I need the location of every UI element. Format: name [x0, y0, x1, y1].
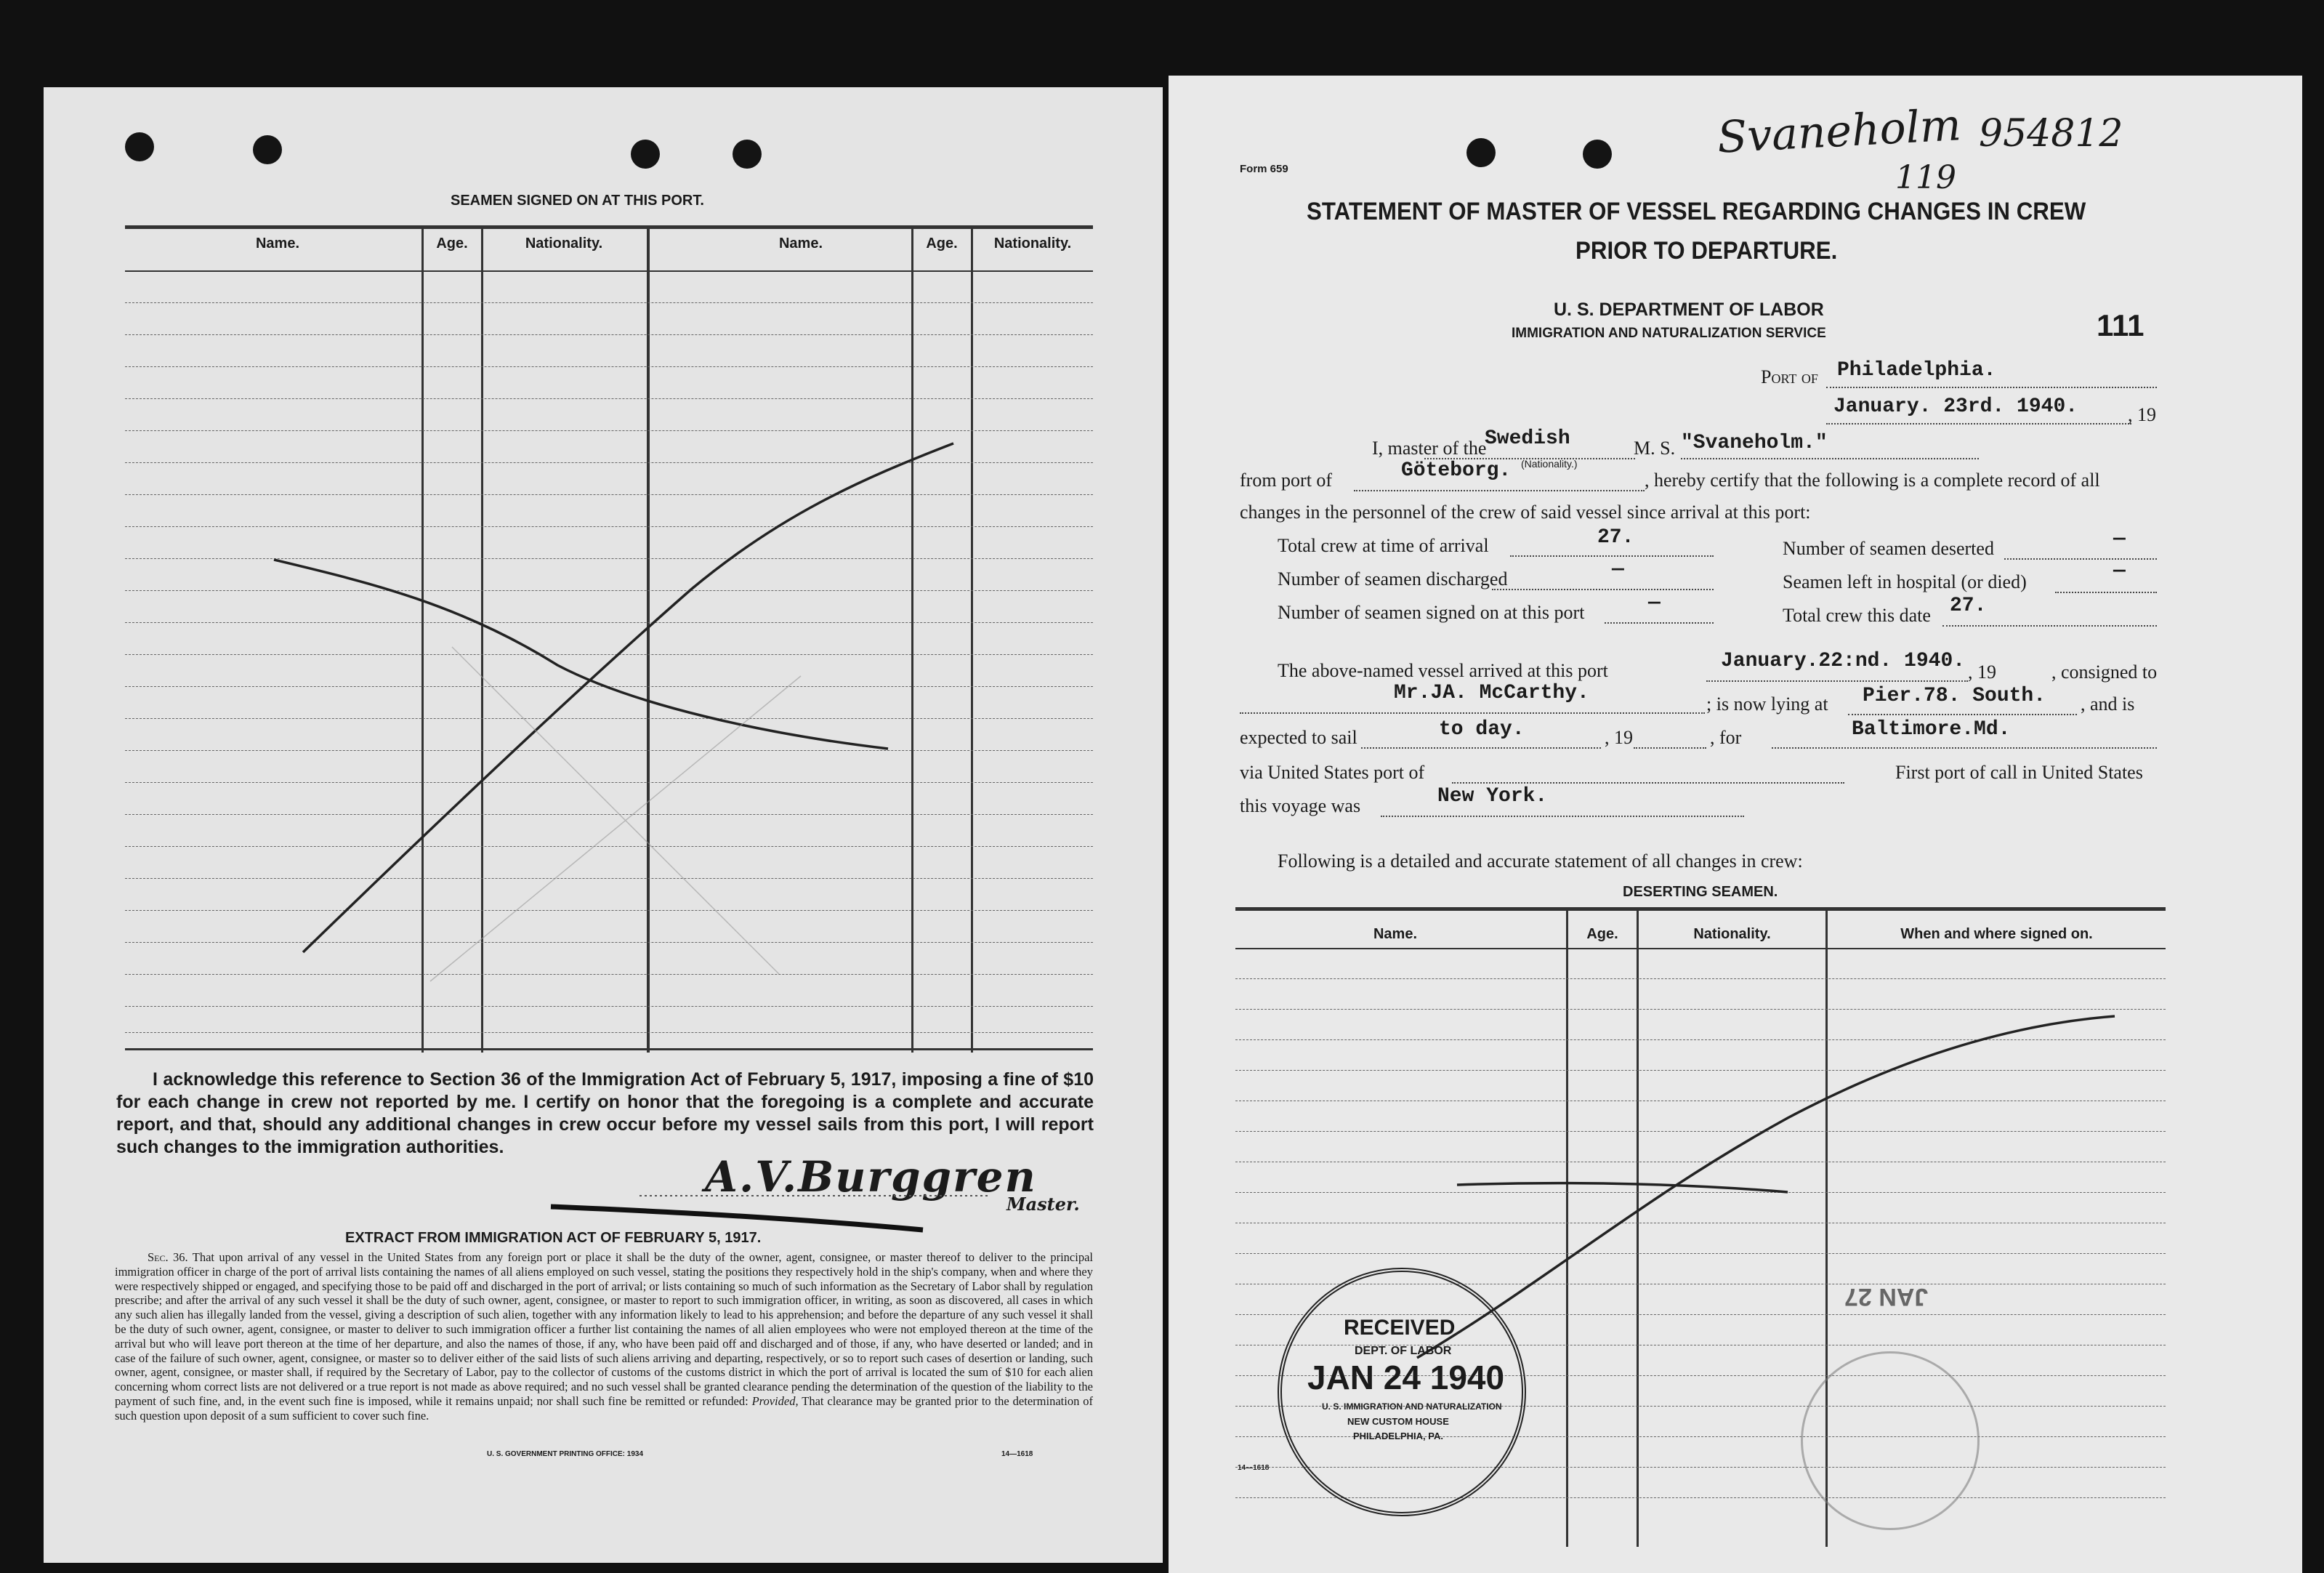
stamp-city: PHILADELPHIA, PA. — [1353, 1431, 1443, 1441]
lying-value: Pier.78. South. — [1863, 685, 2046, 707]
extract-provided: Provided, — [751, 1393, 799, 1408]
voyage-value: New York. — [1437, 785, 1548, 808]
form-title-line2: PRIOR TO DEPARTURE. — [1575, 237, 1838, 265]
extract-title: EXTRACT FROM IMMIGRATION ACT OF FEBRUARY 5, 1917. — [345, 1230, 762, 1246]
total-date-value: 27. — [1950, 595, 1987, 617]
nationality-caption: (Nationality.) — [1521, 458, 1578, 470]
expected-label: expected to sail — [1240, 727, 1357, 748]
punch-hole — [125, 132, 154, 161]
stamp-service: U. S. IMMIGRATION AND NATURALIZATION — [1322, 1401, 1502, 1412]
column-header: Name. — [778, 236, 823, 252]
stamp-date: JAN 24 1940 — [1307, 1359, 1505, 1396]
for-value: Baltimore.Md. — [1852, 718, 2011, 741]
form-title-line1: STATEMENT OF MASTER OF VESSEL REGARDING CHANGES IN CREW — [1307, 198, 2086, 225]
stamp-received: RECEIVED — [1344, 1316, 1456, 1340]
from-port-label: from port of — [1240, 470, 1333, 491]
signed-on-label: Number of seamen signed on at this port — [1278, 602, 1585, 623]
changes-text: changes in the personnel of the crew of said vessel since arrival at this port: — [1240, 502, 1811, 523]
deserted-label: Number of seamen deserted — [1783, 538, 1994, 559]
column-header: Nationality. — [1693, 926, 1771, 942]
total-date-label: Total crew this date — [1783, 605, 1931, 626]
column-header: Nationality. — [525, 236, 603, 252]
table-title: SEAMEN SIGNED ON AT THIS PORT. — [451, 193, 704, 209]
voyage-label: this voyage was — [1240, 795, 1361, 816]
for-label: , for — [1710, 727, 1742, 748]
expected-suffix: , 19 — [1605, 727, 1633, 748]
column-header: Nationality. — [993, 236, 1072, 252]
column-header: Name. — [1373, 926, 1418, 942]
seamen-signed-on-table — [125, 225, 1093, 1053]
first-port-label: First port of call in United States — [1895, 762, 2143, 783]
master-label: Master. — [1006, 1194, 1080, 1215]
faint-stamp — [1801, 1351, 1980, 1530]
following-text: Following is a detailed and accurate statement of all changes in crew: — [1278, 850, 1803, 872]
cross-out-mark — [125, 225, 1093, 1053]
master-signature: A.V.Burggren — [705, 1152, 1037, 1202]
punch-hole — [253, 135, 282, 164]
from-port-value: Göteborg. — [1401, 459, 1512, 482]
total-arrival-value: 27. — [1597, 526, 1634, 549]
master-of-label: I, master of the — [1372, 438, 1487, 459]
punch-hole — [631, 140, 660, 169]
handwritten-vessel-name: Svaneholm — [1716, 100, 1963, 164]
date-suffix: , 19 — [2128, 404, 2156, 425]
serial-number: 111 — [2097, 308, 2145, 342]
acknowledgement-text: I acknowledge this reference to Section 36 of the Immigration Act of February 5, 1917, imposing a fine of $10 for each change in crew not reported by me. I certify on honor that the foregoing is a complete and accurate report, and that, should any additional changes in crew occur before my vessel sails from this port, I will report such changes to the immigration authorities. — [116, 1069, 1094, 1157]
ms-label: M. S. — [1634, 438, 1676, 459]
column-header: When and where signed on. — [1900, 926, 2093, 942]
expected-value: to day. — [1439, 718, 1525, 741]
port-label: Port of — [1761, 366, 1818, 387]
punch-hole — [1583, 140, 1612, 169]
via-label: via United States port of — [1240, 762, 1425, 783]
discharged-label: Number of seamen discharged — [1278, 568, 1508, 590]
certify-text: , hereby certify that the following is a complete record of all — [1645, 470, 2100, 491]
column-header: Age. — [926, 236, 958, 252]
signature-flourish — [545, 1185, 1010, 1236]
department: U. S. DEPARTMENT OF LABOR — [1554, 299, 1824, 320]
nationality-value: Swedish — [1485, 427, 1570, 450]
punch-hole — [733, 140, 762, 169]
extract-tail: That clearance may be granted prior to the determination of such question upon deposit of a sum sufficient to cover such fine. — [115, 1393, 1093, 1423]
deserting-title: DESERTING SEAMEN. — [1623, 884, 1778, 900]
and-is-label: , and is — [2081, 693, 2135, 715]
arrived-suffix: , 19 — [1968, 661, 1996, 683]
faint-stamp-date: JAN 27 — [1844, 1283, 1929, 1311]
hospital-label: Seamen left in hospital (or died) — [1783, 571, 2027, 592]
date-value: January. 23rd. 1940. — [1833, 395, 2078, 418]
extract-text — [115, 1250, 1093, 1423]
punch-hole — [1466, 138, 1496, 167]
right-page — [1169, 76, 2302, 1573]
arrived-text: The above-named vessel arrived at this port — [1278, 660, 1608, 681]
stamp-custom-house: NEW CUSTOM HOUSE — [1347, 1416, 1449, 1427]
extract-lead: Sec. 36. — [148, 1250, 188, 1264]
handwritten-subnumber: 119 — [1895, 159, 1956, 196]
handwritten-number: 954812 — [1979, 112, 2123, 156]
column-header: Age. — [1586, 926, 1618, 942]
lying-label: ; is now lying at — [1706, 693, 1828, 715]
form-code: 14—1618 — [1001, 1450, 1033, 1458]
column-header: Name. — [255, 236, 300, 252]
extract-body: That upon arrival of any vessel in the United States from any foreign port or place it shall be the duty of the owner, agent, consignee, or master thereof to deliver to the principal immigration officer in charge of the port of arrival lists containing the names of all aliens employed on such vessel, stating the positions they respectively hold in the ship's company, when and where they were respectively shipped or engaged, and specifying those to be paid off and discharged in the port of arrival; or lists containing so much of such information as the Secretary of Labor shall by regulation prescribe; and after the arrival of any such vessel it shall be the duty of such owner, agent, consignee, or master to report to such immigration officer, in writing, as soon as discovered, all cases in which any such alien has illegally landed from the vessel, giving a description of such alien, together with any information likely to lead to his apprehension; and before the departure of any such vessel it shall be the duty of such owner, agent, consignee, or master to deliver to such immigration officer a further list containing the names of all alien employees who were not employed thereon at the time of the arrival but who will leave port thereon at the time of her departure, and also the names of those, if any, who have been paid off and discharged and of those, if any, who have deserted or landed; and in case of the failure of such owner, agent, consignee, or master so to deliver either of the said lists of such aliens arriving and departing, respectively, or so to report such cases of desertion or landing, such owner, agent, consignee, or master shall, if required by the Secretary of Labor, pay to the collector of customs of the customs district in which the port of arrival is located the sum of $10 for each alien concerning whom correct lists are not delivered or a true report is not made as above required; and no such vessel shall be granted clearance pending the determination of the question of the liability to the payment of such fine, and, in the event such fine is imposed, while it remains unpaid; nor shall such fine be remitted or refunded: — [115, 1250, 1094, 1408]
column-header: Age. — [436, 236, 468, 252]
consigned-label: , consigned to — [2051, 661, 2158, 683]
arrived-value: January.22:nd. 1940. — [1721, 650, 1966, 672]
vessel-value: "Svaneholm." — [1681, 432, 1828, 454]
left-page — [44, 87, 1163, 1563]
signed-on-value: — — [1648, 592, 1661, 614]
discharged-value: — — [1612, 558, 1624, 581]
service: IMMIGRATION AND NATURALIZATION SERVICE — [1512, 326, 1826, 341]
port-value: Philadelphia. — [1837, 359, 1996, 382]
consignee-value: Mr.JA. McCarthy. — [1394, 682, 1589, 704]
form-number: Form 659 — [1240, 163, 1288, 175]
hospital-value: — — [2113, 560, 2126, 582]
total-arrival-label: Total crew at time of arrival — [1278, 535, 1489, 556]
form-code: 14—1618 — [1238, 1464, 1270, 1472]
received-stamp — [1278, 1268, 1526, 1516]
printer-imprint: U. S. GOVERNMENT PRINTING OFFICE: 1934 — [487, 1450, 644, 1458]
stamp-dept: DEPT. OF LABOR — [1355, 1345, 1452, 1357]
deserted-value: — — [2113, 528, 2126, 550]
